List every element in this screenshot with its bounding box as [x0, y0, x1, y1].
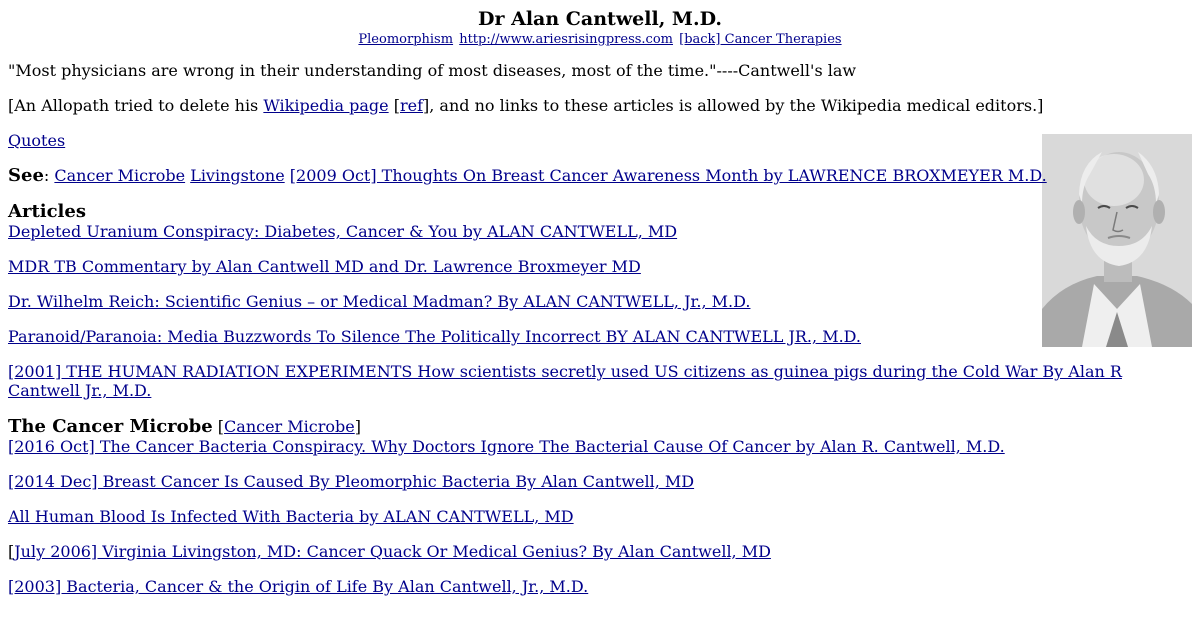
see-label: See	[8, 165, 44, 186]
header	[0, 8, 1200, 48]
see-colon: :	[43, 166, 50, 185]
wikipedia-page-link[interactable]: Wikipedia page	[263, 96, 389, 115]
articles-heading: Articles	[8, 201, 86, 222]
header-links	[0, 31, 1200, 48]
wiki-note-middle: [	[388, 96, 400, 115]
see-livingstone-link[interactable]: Livingstone	[190, 166, 285, 185]
article-link-wilhelm-reich[interactable]: Dr. Wilhelm Reich: Scientific Genius – or Medical Madman? By ALAN CANTWELL, Jr., M.D.	[8, 292, 751, 311]
livingston-bracket: [	[8, 542, 15, 561]
back-cancer-therapies-link[interactable]: [back] Cancer Therapies	[679, 32, 842, 47]
see-cancer-microbe-link[interactable]: Cancer Microbe	[54, 166, 186, 185]
cancer-microbe-bracket-open: [	[212, 417, 225, 436]
wikipedia-note	[8, 96, 1193, 115]
article-link-depleted-uranium[interactable]: Depleted Uranium Conspiracy: Diabetes, Cancer & You by ALAN CANTWELL, MD	[8, 222, 678, 241]
article-link-virginia-livingston[interactable]: July 2006] Virginia Livingston, MD: Cancer Quack Or Medical Genius? By Alan Cantwell, MD	[14, 542, 771, 561]
page-title: Dr Alan Cantwell, M.D.	[478, 8, 722, 30]
article-link-mdr-tb[interactable]: MDR TB Commentary by Alan Cantwell MD and Dr. Lawrence Broxmeyer MD	[8, 257, 641, 276]
cancer-microbe-link[interactable]: Cancer Microbe	[224, 417, 355, 436]
article-link-origin-of-life[interactable]: [2003] Bacteria, Cancer & the Origin of Life By Alan Cantwell, Jr., M.D.	[8, 577, 589, 596]
wiki-note-suffix: ], and no links to these articles is allowed by the Wikipedia medical editors.]	[423, 96, 1044, 115]
article-link-cancer-bacteria-conspiracy[interactable]: [2016 Oct] The Cancer Bacteria Conspiracy. Why Doctors Ignore The Bacterial Cause Of Cancer by Alan R. Cantwell, M.D.	[8, 437, 1005, 456]
see-row	[8, 166, 1048, 185]
cancer-microbe-bracket-close: ]	[354, 417, 361, 436]
article-link-breast-cancer-bacteria[interactable]: [2014 Dec] Breast Cancer Is Caused By Pleomorphic Bacteria By Alan Cantwell, MD	[8, 472, 695, 491]
see-breast-cancer-awareness-link[interactable]: [2009 Oct] Thoughts On Breast Cancer Awareness Month by LAWRENCE BROXMEYER M.D.	[289, 166, 1047, 185]
cantwells-law-quote: "Most physicians are wrong in their understanding of most diseases, most of the time."----Cantwell's law	[8, 61, 857, 80]
wiki-note-prefix: [An Allopath tried to delete his	[8, 96, 264, 115]
article-link-human-blood[interactable]: All Human Blood Is Infected With Bacteria by ALAN CANTWELL, MD	[8, 507, 574, 526]
ref-link[interactable]: ref	[399, 96, 424, 115]
main-content	[8, 61, 1193, 612]
ariesrisingpress-link[interactable]: http://www.ariesrisingpress.com	[459, 32, 673, 47]
quotes-link[interactable]: Quotes	[8, 131, 66, 150]
cancer-microbe-heading: The Cancer Microbe	[8, 416, 213, 437]
article-link-human-radiation[interactable]: [2001] THE HUMAN RADIATION EXPERIMENTS How scientists secretly used US citizens as guinea pigs during the Cold War By Alan R Cantwell Jr., M.D.	[8, 362, 1122, 400]
cancer-microbe-heading-row	[8, 416, 1193, 437]
article-link-paranoid[interactable]: Paranoid/Paranoia: Media Buzzwords To Silence The Politically Incorrect BY ALAN CANTWELL JR., M.D.	[8, 327, 861, 346]
livingston-row	[8, 542, 1193, 561]
pleomorphism-link[interactable]: Pleomorphism	[358, 32, 454, 47]
quotes-row	[8, 131, 1193, 150]
